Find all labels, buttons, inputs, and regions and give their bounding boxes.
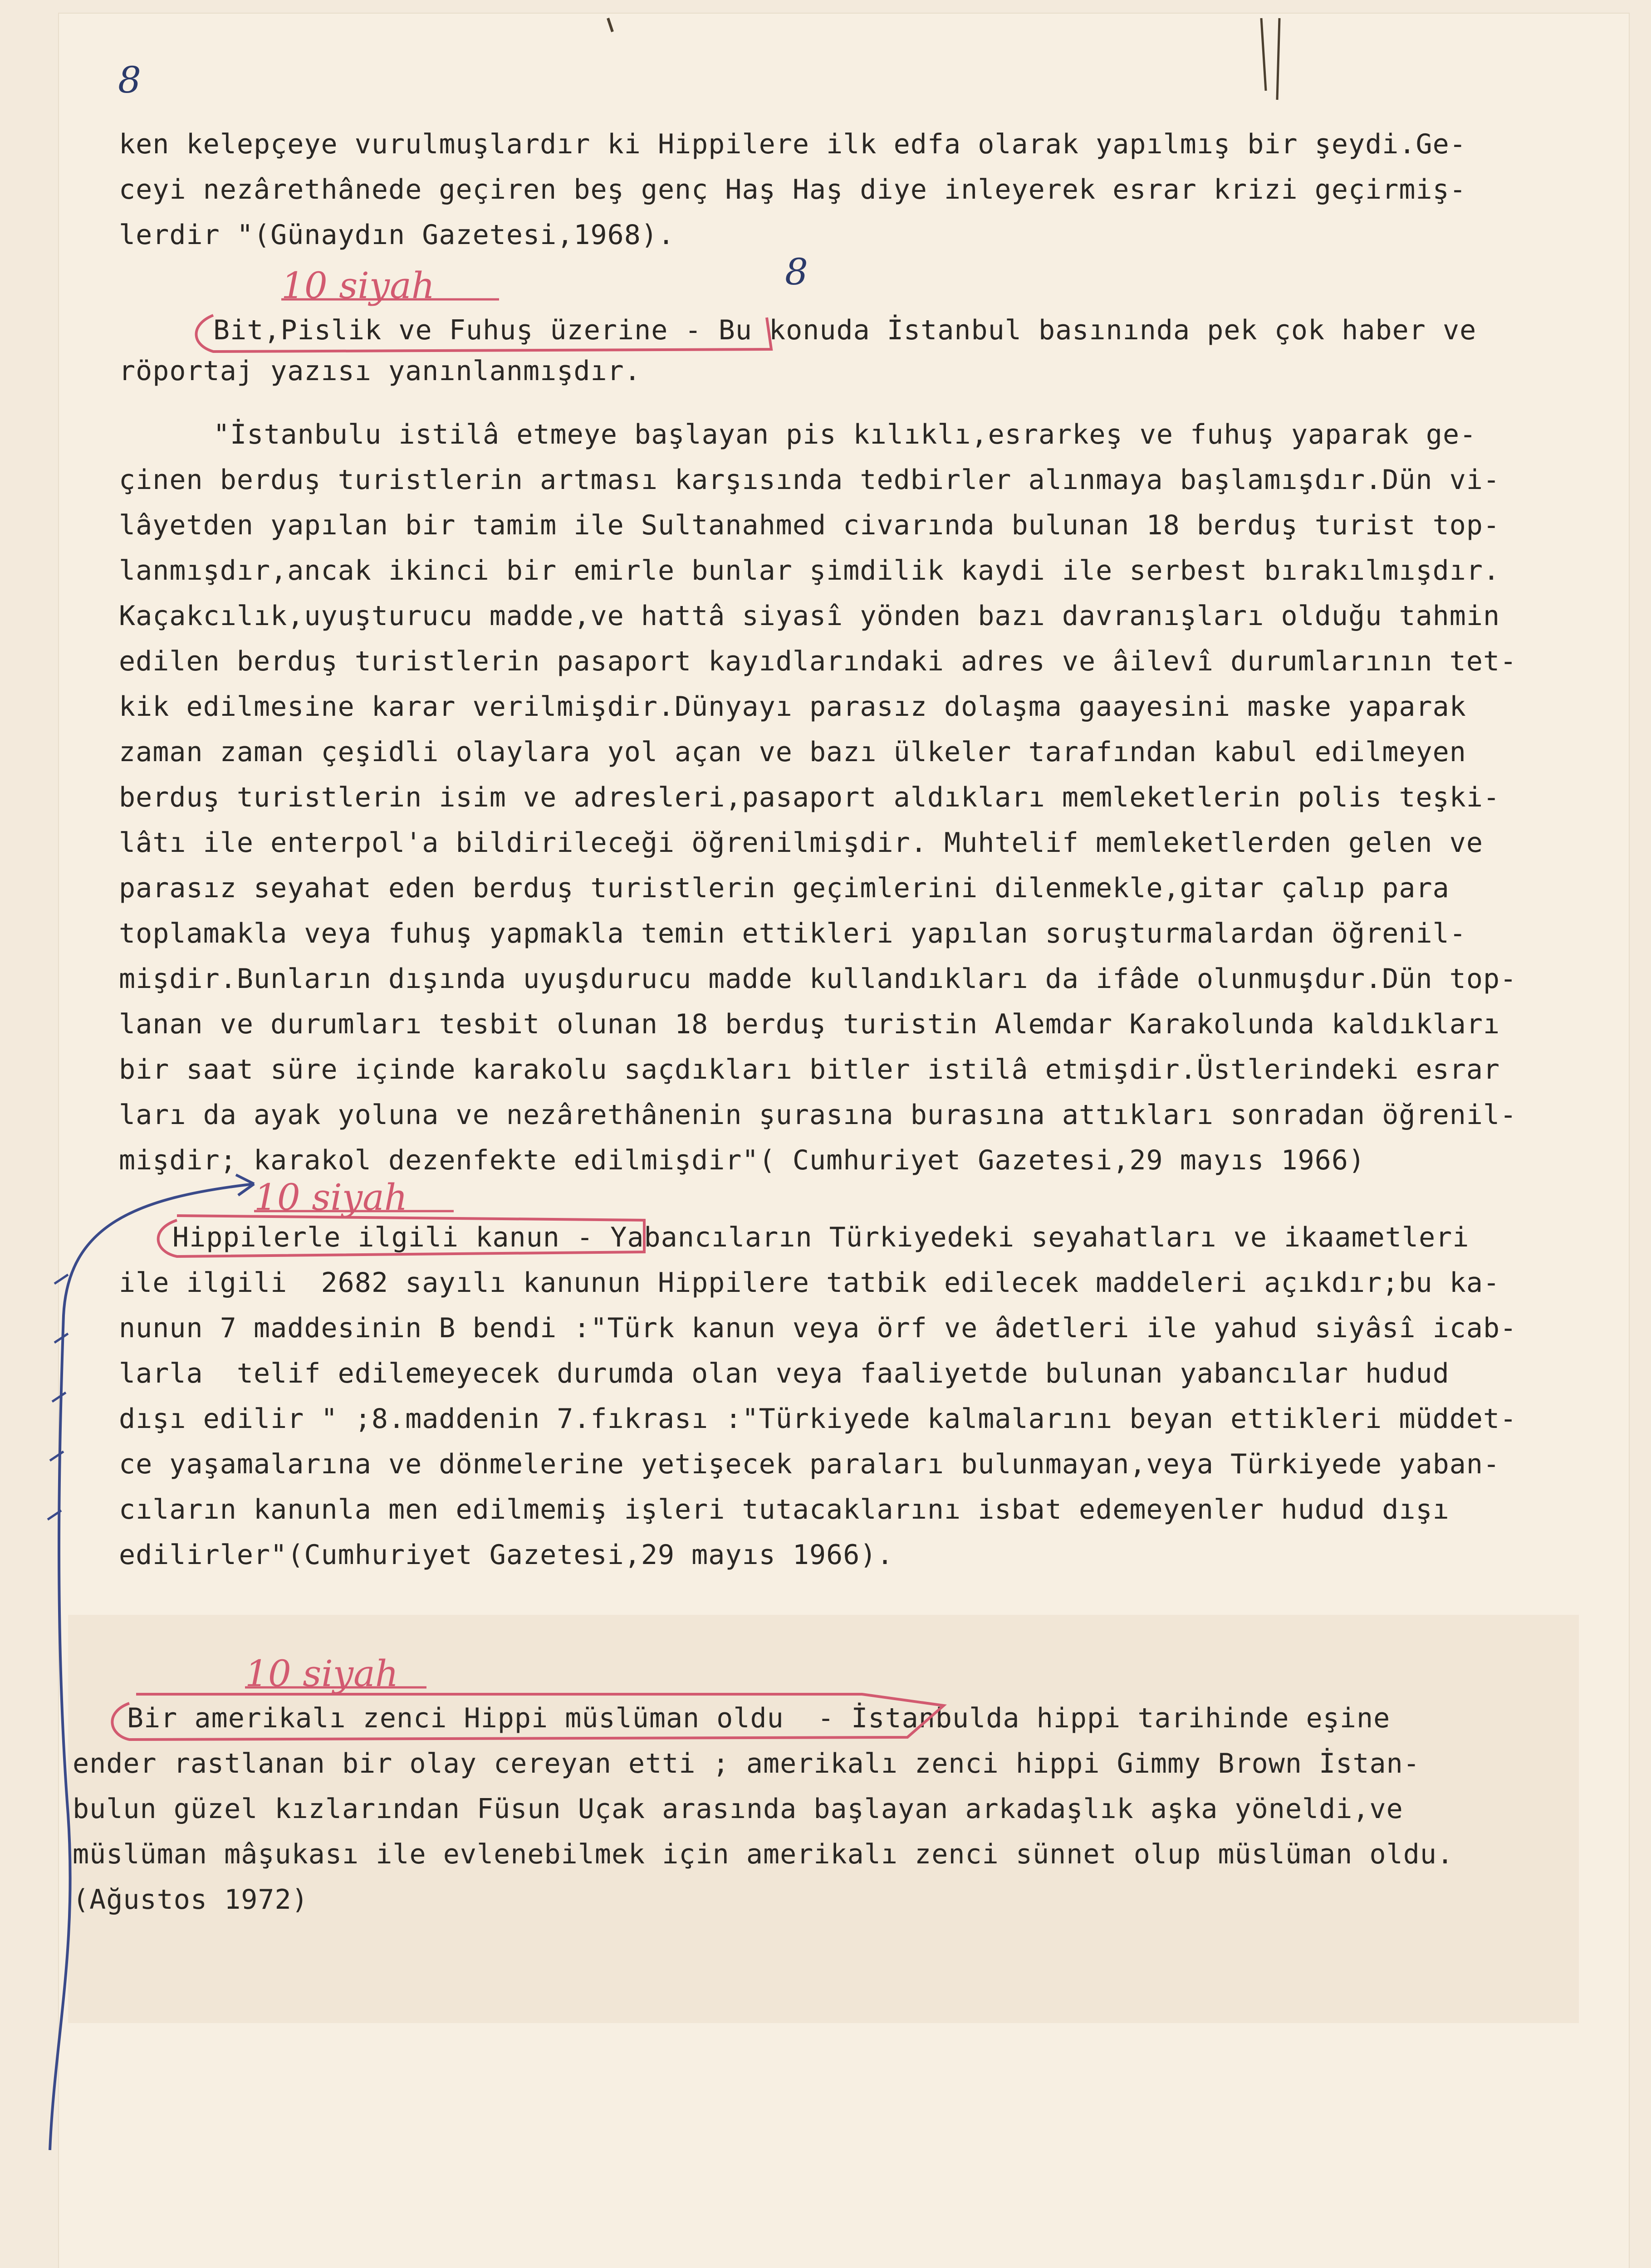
text-line: ceyi nezârethânede geçiren beş genç Haş Haş diye inleyerek esrar krizi geçirmiş- <box>119 174 1466 205</box>
text-line: mişdir; karakol dezenfekte edilmişdir"( Cumhuriyet Gazetesi,29 mayıs 1966) <box>119 1144 1366 1176</box>
text-line: lanmışdır,ancak ikinci bir emirle bunlar şimdilik kaydi ile serbest bırakılmışdır. <box>119 555 1500 587</box>
text-line: lâyetden yapılan bir tamim ile Sultanahmed civarında bulunan 18 berduş turist top- <box>119 509 1500 541</box>
page-number: 8 <box>118 59 141 101</box>
text-line: ce yaşamalarına ve dönmelerine yetişecek paraları bulunmayan,veya Türkiyede yaban- <box>119 1448 1500 1480</box>
text-line: ları da ayak yoluna ve nezârethânenin şurasına burasına attıkları sonradan öğrenil- <box>119 1099 1517 1131</box>
text-line: lanan ve durumları tesbit olunan 18 berduş turistin Alemdar Karakolunda kaldıkları <box>119 1008 1500 1040</box>
text-line: "İstanbulu istilâ etmeye başlayan pis kılıklı,esrarkeş ve fuhuş yaparak ge- <box>213 419 1477 450</box>
text-line: toplamakla veya fuhuş yapmakla temin ettikleri yapılan soruşturmalardan öğrenil- <box>119 918 1466 949</box>
text-line: lâtı ile enterpol'a bildirileceği öğrenilmişdir. Muhtelif memleketlerden gelen ve <box>119 827 1483 859</box>
text-line: nunun 7 maddesinin B bendi :"Türk kanun veya örf ve âdetleri ile yahud siyâsî icab- <box>119 1312 1517 1344</box>
text-line: ender rastlanan bir olay cereyan etti ; amerikalı zenci hippi Gimmy Brown İstan- <box>73 1748 1420 1779</box>
text-line: Kaçakcılık,uyuşturucu madde,ve hattâ siyasî yönden bazı davranışları olduğu tahmin <box>119 600 1500 632</box>
text-line: röportaj yazısı yanınlanmışdır. <box>119 355 641 387</box>
margin-note-siyah: 10 siyah <box>281 264 435 307</box>
text-line: dışı edilir " ;8.maddenin 7.fıkrası :"Türkiyede kalmalarını beyan ettikleri müddet- <box>119 1403 1517 1435</box>
text-line: bulun güzel kızlarından Füsun Uçak arasında başlayan arkadaşlık aşka yöneldi,ve <box>73 1793 1403 1825</box>
section-heading-line: Bit,Pislik ve Fuhuş üzerine - Bu konuda İstanbul basınında pek çok haber ve <box>213 314 1477 346</box>
text-line: cıların kanunla men edilmemiş işleri tutacaklarını isbat edemeyenler hudud dışı <box>119 1494 1450 1525</box>
text-line: larla telif edilemeyecek durumda olan veya faaliyetde bulunan yabancılar hudud <box>119 1358 1450 1389</box>
section-heading-line: Hippilerle ilgili kanun - Yabancıların Türkiyedeki seyahatları ve ikaametleri <box>172 1222 1470 1253</box>
text-line: kik edilmesine karar verilmişdir.Dünyayı parasız dolaşma gaayesini maske yaparak <box>119 691 1466 723</box>
handwritten-mark: 8 <box>785 251 808 293</box>
text-line: ken kelepçeye vurulmuşlardır ki Hippilere ilk edfa olarak yapılmış bir şeydi.Ge- <box>119 128 1466 160</box>
margin-note-siyah: 10 siyah <box>245 1652 399 1695</box>
section-heading-line: Bir amerikalı zenci Hippi müslüman oldu - İstanbulda hippi tarihinde eşine <box>127 1702 1391 1734</box>
text-line: müslüman mâşukası ile evlenebilmek için amerikalı zenci sünnet olup müslüman oldu. <box>73 1838 1454 1870</box>
text-line: çinen berduş turistlerin artması karşısında tedbirler alınmaya başlamışdır.Dün vi- <box>119 464 1500 496</box>
text-line: berduş turistlerin isim ve adresleri,pasaport aldıkları memleketlerin polis teşki- <box>119 782 1500 813</box>
text-line: ile ilgili 2682 sayılı kanunun Hippilere tatbik edilecek maddeleri açıkdır;bu ka- <box>119 1267 1500 1299</box>
text-line: (Ağustos 1972) <box>73 1884 309 1916</box>
text-line: mişdir.Bunların dışında uyuşdurucu madde kullandıkları da ifâde olunmuşdur.Dün top- <box>119 963 1517 995</box>
margin-note-siyah: 10 siyah <box>254 1176 408 1218</box>
text-line: bir saat süre içinde karakolu saçdıkları bitler istilâ etmişdir.Üstlerindeki esrar <box>119 1054 1500 1085</box>
text-line: edilen berduş turistlerin pasaport kayıdlarındaki adres ve âilevî durumlarının tet- <box>119 645 1517 677</box>
text-line: edilirler"(Cumhuriyet Gazetesi,29 mayıs 1966). <box>119 1539 894 1571</box>
text-line: zaman zaman çeşidli olaylara yol açan ve bazı ülkeler tarafından kabul edilmeyen <box>119 736 1466 768</box>
text-line: lerdir "(Günaydın Gazetesi,1968). <box>119 219 675 251</box>
text-line: parasız seyahat eden berduş turistlerin geçimlerini dilenmekle,gitar çalıp para <box>119 872 1450 904</box>
